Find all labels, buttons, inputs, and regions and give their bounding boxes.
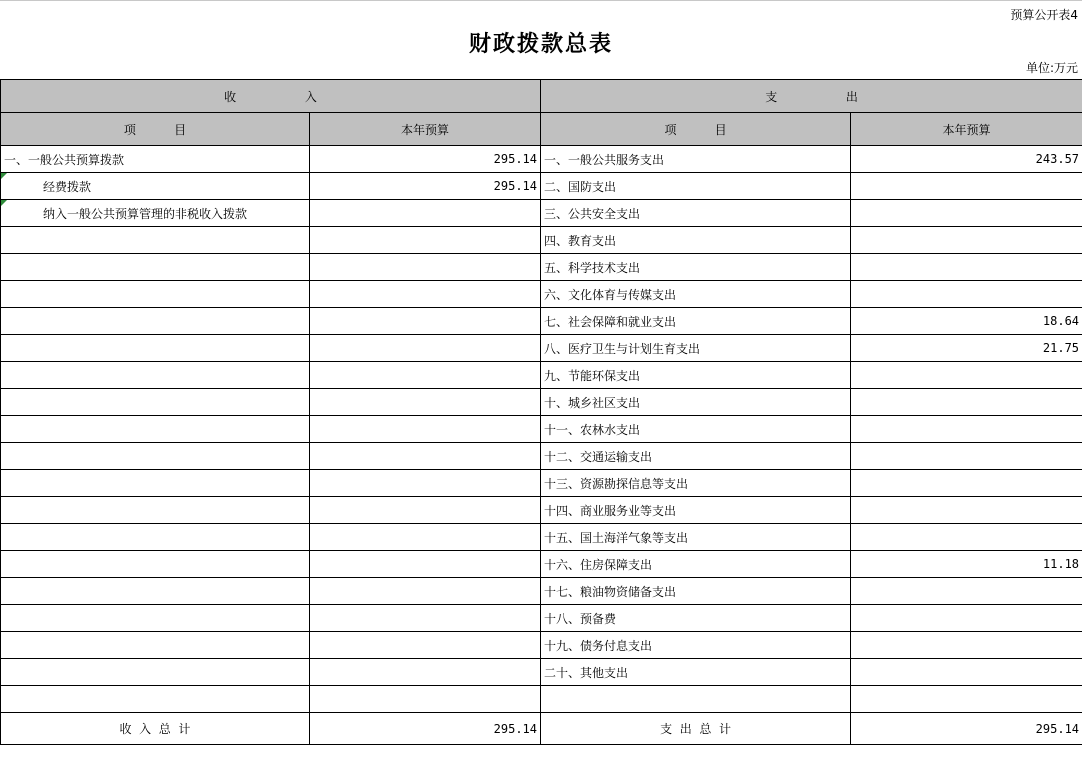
- table-row: [1, 551, 1082, 578]
- table-row: [1, 443, 1082, 470]
- income-budget-cell[interactable]: [310, 578, 541, 605]
- income-item-cell[interactable]: [1, 470, 310, 497]
- income-budget-header[interactable]: 本年预算: [310, 113, 541, 146]
- income-item-cell[interactable]: [1, 605, 310, 632]
- table-row: [1, 227, 1082, 254]
- expense-total-value[interactable]: 295.14: [851, 713, 1082, 745]
- table-row: [1, 362, 1082, 389]
- income-budget-cell[interactable]: [310, 659, 541, 686]
- expense-total-label[interactable]: 支 出 总 计: [541, 713, 851, 745]
- expense-budget-cell[interactable]: [851, 524, 1082, 551]
- income-item-cell[interactable]: [1, 308, 310, 335]
- income-item-cell[interactable]: [1, 362, 310, 389]
- expense-item-cell[interactable]: 二、国防支出: [541, 173, 851, 200]
- expense-item-cell[interactable]: 十八、预备费: [541, 605, 851, 632]
- expense-item-cell[interactable]: 十二、交通运输支出: [541, 443, 851, 470]
- income-budget-cell[interactable]: [310, 254, 541, 281]
- expense-budget-cell[interactable]: [851, 200, 1082, 227]
- expense-budget-cell[interactable]: [851, 227, 1082, 254]
- income-budget-cell[interactable]: [310, 470, 541, 497]
- income-item-cell[interactable]: [1, 389, 310, 416]
- expense-budget-cell[interactable]: 243.57: [851, 146, 1082, 173]
- expense-item-cell[interactable]: 十一、农林水支出: [541, 416, 851, 443]
- budget-table: [0, 79, 1082, 745]
- expense-item-cell[interactable]: 六、文化体育与传媒支出: [541, 281, 851, 308]
- income-budget-cell[interactable]: [310, 686, 541, 713]
- expense-item-cell[interactable]: 十五、国土海洋气象等支出: [541, 524, 851, 551]
- table-row: [1, 470, 1082, 497]
- income-total-value[interactable]: 295.14: [310, 713, 541, 745]
- expense-budget-cell[interactable]: 11.18: [851, 551, 1082, 578]
- page-title: 财政拨款总表: [468, 31, 613, 57]
- income-budget-cell[interactable]: [310, 632, 541, 659]
- expense-budget-cell[interactable]: [851, 632, 1082, 659]
- income-item-cell[interactable]: 一、一般公共预算拨款: [1, 146, 310, 173]
- expense-budget-cell[interactable]: [851, 470, 1082, 497]
- income-budget-cell[interactable]: 295.14: [310, 146, 541, 173]
- table-row: [1, 281, 1082, 308]
- group-header-row: [1, 80, 1082, 113]
- expense-item-cell[interactable]: 九、节能环保支出: [541, 362, 851, 389]
- table-row: [1, 659, 1082, 686]
- table-row: [1, 254, 1082, 281]
- income-budget-cell[interactable]: [310, 443, 541, 470]
- income-budget-cell[interactable]: [310, 281, 541, 308]
- table-number: 预算公开表4: [1010, 8, 1078, 22]
- income-item-cell[interactable]: [1, 578, 310, 605]
- expense-budget-cell[interactable]: [851, 281, 1082, 308]
- expense-item-cell[interactable]: 十七、粮油物资储备支出: [541, 578, 851, 605]
- income-budget-cell[interactable]: [310, 389, 541, 416]
- expense-budget-cell[interactable]: [851, 389, 1082, 416]
- expense-budget-cell[interactable]: [851, 416, 1082, 443]
- expense-item-cell[interactable]: 二十、其他支出: [541, 659, 851, 686]
- expense-item-cell[interactable]: 三、公共安全支出: [541, 200, 851, 227]
- table-row: [1, 200, 1082, 227]
- expense-item-cell[interactable]: 一、一般公共服务支出: [541, 146, 851, 173]
- table-row: [1, 146, 1082, 173]
- income-budget-cell[interactable]: [310, 200, 541, 227]
- income-item-header[interactable]: 项 目: [1, 113, 310, 146]
- expense-item-cell[interactable]: 十、城乡社区支出: [541, 389, 851, 416]
- income-item-cell[interactable]: [1, 686, 310, 713]
- total-row: [1, 713, 1082, 745]
- income-budget-cell[interactable]: [310, 227, 541, 254]
- income-item-cell[interactable]: [1, 281, 310, 308]
- expense-budget-cell[interactable]: [851, 578, 1082, 605]
- expense-item-cell[interactable]: 十六、住房保障支出: [541, 551, 851, 578]
- expense-budget-cell[interactable]: [851, 254, 1082, 281]
- expense-item-cell[interactable]: 四、教育支出: [541, 227, 851, 254]
- table-row: [1, 335, 1082, 362]
- table-row: [1, 524, 1082, 551]
- table-row: [1, 605, 1082, 632]
- expense-item-cell[interactable]: 十四、商业服务业等支出: [541, 497, 851, 524]
- expense-budget-cell[interactable]: [851, 659, 1082, 686]
- unit-label: 单位:万元: [1025, 61, 1078, 75]
- expense-budget-cell[interactable]: [851, 686, 1082, 713]
- income-item-cell[interactable]: [1, 659, 310, 686]
- income-total-label[interactable]: 收 入 总 计: [1, 713, 310, 745]
- income-budget-cell[interactable]: [310, 551, 541, 578]
- column-header-row: [1, 113, 1082, 146]
- table-row: [1, 686, 1082, 713]
- expense-group-header[interactable]: 支 出: [541, 80, 1082, 113]
- expense-item-cell[interactable]: 十九、债务付息支出: [541, 632, 851, 659]
- expense-item-cell[interactable]: 五、科学技术支出: [541, 254, 851, 281]
- expense-item-cell[interactable]: 十三、资源勘探信息等支出: [541, 470, 851, 497]
- income-item-cell[interactable]: [1, 524, 310, 551]
- income-budget-cell[interactable]: [310, 605, 541, 632]
- expense-budget-cell[interactable]: [851, 497, 1082, 524]
- income-item-cell[interactable]: [1, 416, 310, 443]
- income-item-cell[interactable]: [1, 254, 310, 281]
- table-row: [1, 416, 1082, 443]
- table-row: [1, 308, 1082, 335]
- table-row: [1, 497, 1082, 524]
- expense-item-cell[interactable]: [541, 686, 851, 713]
- income-item-cell[interactable]: [1, 551, 310, 578]
- expense-budget-cell[interactable]: 21.75: [851, 335, 1082, 362]
- table-row: [1, 389, 1082, 416]
- expense-budget-cell[interactable]: [851, 362, 1082, 389]
- income-budget-cell[interactable]: 295.14: [310, 173, 541, 200]
- table-row: [1, 173, 1082, 200]
- expense-budget-cell[interactable]: 18.64: [851, 308, 1082, 335]
- income-item-cell[interactable]: [1, 632, 310, 659]
- expense-budget-header[interactable]: 本年预算: [851, 113, 1082, 146]
- income-group-header[interactable]: 收 入: [1, 80, 541, 113]
- expense-budget-cell[interactable]: [851, 443, 1082, 470]
- income-item-cell[interactable]: [1, 335, 310, 362]
- income-item-cell[interactable]: 经费拨款: [1, 173, 310, 200]
- income-budget-cell[interactable]: [310, 362, 541, 389]
- income-budget-cell[interactable]: [310, 497, 541, 524]
- income-budget-cell[interactable]: [310, 308, 541, 335]
- table-row: [1, 632, 1082, 659]
- income-item-cell[interactable]: [1, 497, 310, 524]
- income-budget-cell[interactable]: [310, 524, 541, 551]
- expense-item-cell[interactable]: 八、医疗卫生与计划生育支出: [541, 335, 851, 362]
- income-item-cell[interactable]: [1, 227, 310, 254]
- top-border: [0, 0, 1082, 1]
- table-row: [1, 578, 1082, 605]
- expense-item-header[interactable]: 项 目: [541, 113, 851, 146]
- expense-item-cell[interactable]: 七、社会保障和就业支出: [541, 308, 851, 335]
- income-budget-cell[interactable]: [310, 335, 541, 362]
- income-item-cell[interactable]: [1, 443, 310, 470]
- income-budget-cell[interactable]: [310, 416, 541, 443]
- expense-budget-cell[interactable]: [851, 173, 1082, 200]
- income-item-cell[interactable]: 纳入一般公共预算管理的非税收入拨款: [1, 200, 310, 227]
- expense-budget-cell[interactable]: [851, 605, 1082, 632]
